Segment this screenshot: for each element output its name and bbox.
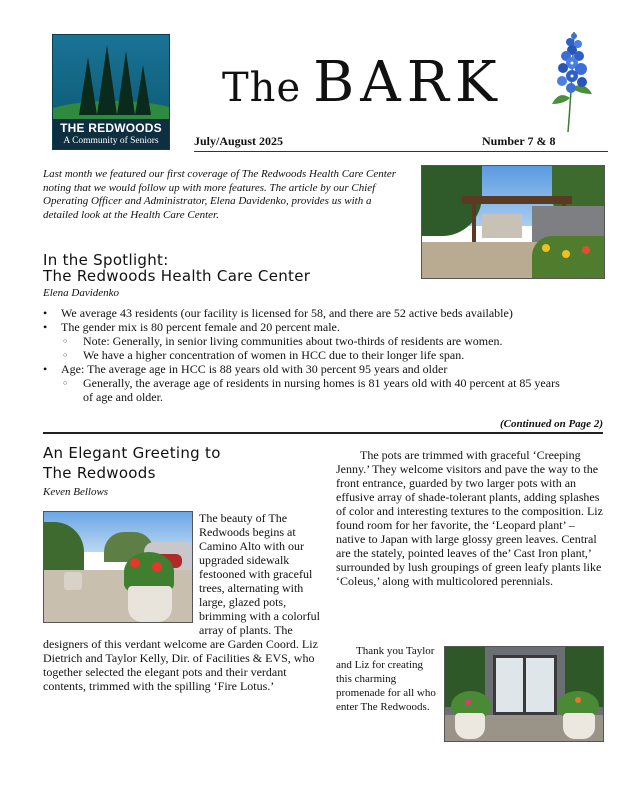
logo-name: THE REDWOODS [60, 121, 162, 135]
logo-tagline: A Community of Seniors [63, 136, 159, 146]
front-entrance-photo [444, 646, 604, 742]
continued-note: (Continued on Page 2) [500, 418, 603, 430]
greeting-right-text: The pots are trimmed with graceful ‘Creeping Jenny.’ They welcome visitors and pave the way to the front entrance, guarded by two larger pots with an effusive array of shade-tolerant plants, adding splashes of color and interesting textures to the composition. Liz found room for her favorite, the ‘Leopard plant’ – native to Japan with large glossy green leaves. Central are the stately, pointed leaves of the’ Cast Iron plant,’ surrounded by lush groupings of green leafy plants like ‘Coleus,’ along with multicolored perennials. [336, 448, 603, 588]
list-item: • Age: The average age in HCC is 88 years old with 30 percent 95 years and older [43, 362, 603, 376]
greeting-byline: Keven Bellows [43, 486, 109, 498]
redwood-tree-icon [79, 57, 97, 115]
spotlight-bullet-list [43, 306, 603, 404]
greeting-left-text: The beauty of The Redwoods begins at Camino Alto with our upgraded sidewalk festooned with graceful trees, alternating with large, glazed pots, brimming with a colorful array of plants. The designers of this verdant welcome are Garden Coord. Liz Dietrich and Taylor Kelly, Dir. of Facilities & EVS, who together selected the elegant pots and their verdant contents, trimmed with the spilling ‘Fire Lotus.’ [43, 511, 320, 693]
redwoods-logo [52, 34, 170, 150]
issue-number: Number 7 & 8 [482, 134, 556, 148]
list-item: ○ Generally, the average age of residents in nursing homes is 81 years old with 40 percent at 85 years of age and older. [43, 376, 603, 404]
intro-paragraph: Last month we featured our first coverage of The Redwoods Health Care Center noting that we would follow up with more features. The article by our Chief Operating Officer and Administrator, Elena Davidenko, provides us with a detailed look at the Health Care Center. [43, 168, 396, 221]
issue-date: July/August 2025 [194, 134, 284, 148]
list-item: ○ We have a higher concentration of women in HCC due to their longer life span. [43, 348, 603, 362]
health-care-center-photo [421, 165, 605, 279]
spotlight-heading-line1: In the Spotlight: [43, 251, 169, 269]
greeting-heading-line2: The Redwoods [43, 464, 156, 482]
masthead-title: BARK [313, 50, 503, 115]
newsletter-masthead [222, 50, 503, 115]
greeting-left-column [43, 511, 329, 693]
thanks-paragraph: Thank you Taylor and Liz for creating this charming promenade for all who enter The Redwoods. [336, 645, 436, 713]
redwood-tree-icon [117, 51, 135, 115]
sidewalk-pots-photo [43, 511, 193, 623]
spotlight-heading-line2: The Redwoods Health Care Center [43, 267, 311, 285]
list-item: • The gender mix is 80 percent female and 20 percent male. [43, 320, 603, 334]
delphinium-flower-icon [548, 28, 596, 132]
spotlight-byline: Elena Davidenko [43, 287, 120, 299]
redwood-tree-icon [97, 45, 117, 115]
header-rule [194, 151, 608, 152]
greeting-heading-line1: An Elegant Greeting to [43, 444, 221, 462]
section-rule [43, 432, 603, 434]
masthead-the: The [222, 65, 302, 111]
redwood-tree-icon [135, 65, 151, 115]
list-item: ○ Note: Generally, in senior living communities about two-thirds of residents are women. [43, 334, 603, 348]
list-item: • We average 43 residents (our facility is licensed for 58, and there are 52 active beds available) [43, 306, 603, 320]
